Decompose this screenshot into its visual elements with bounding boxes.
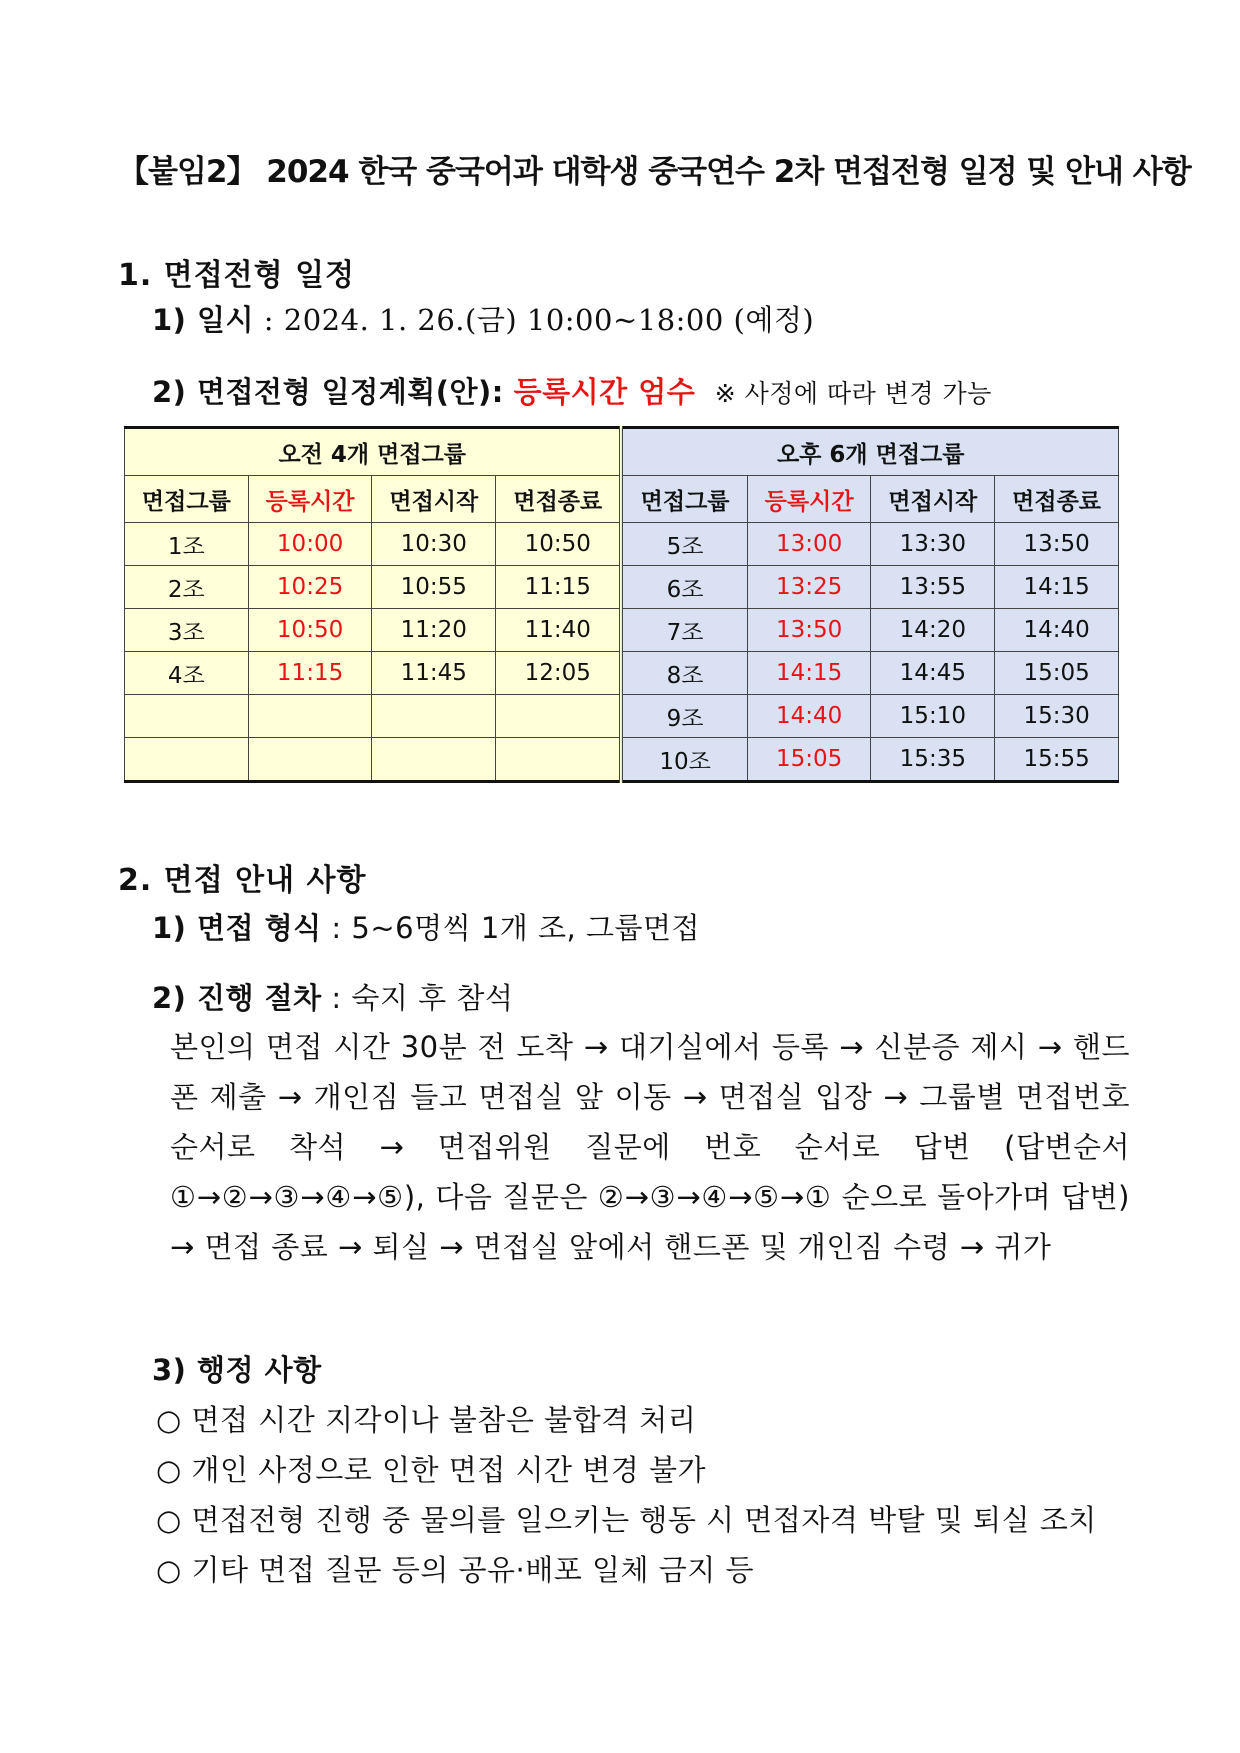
pm-end-cell: 15:55 xyxy=(995,738,1119,782)
interview-format-line xyxy=(152,906,700,947)
table-row xyxy=(125,738,1119,782)
admin-item: ○ 기타 면접 질문 등의 공유·배포 일체 금지 등 xyxy=(156,1553,755,1587)
am-end-cell: 10:50 xyxy=(496,523,622,566)
pm-end-cell: 15:30 xyxy=(995,695,1119,738)
am-end-cell: 12:05 xyxy=(496,652,622,695)
am-end-cell: 11:40 xyxy=(496,609,622,652)
am-registration-cell: 10:00 xyxy=(248,523,372,566)
col-header-am-group: 면접그룹 xyxy=(125,476,249,523)
pm-end-cell: 14:15 xyxy=(995,566,1119,609)
am-start-cell: 10:55 xyxy=(372,566,496,609)
am-registration-cell: 10:25 xyxy=(248,566,372,609)
admin-item: ○ 개인 사정으로 인한 면접 시간 변경 불가 xyxy=(156,1453,707,1487)
section1-heading: 1. 면접전형 일정 xyxy=(118,258,356,293)
am-registration-cell: 10:50 xyxy=(248,609,372,652)
am-start-cell xyxy=(372,695,496,738)
am-start-cell: 11:45 xyxy=(372,652,496,695)
am-end-cell xyxy=(496,695,622,738)
date-value: : 2024. 1. 26.(금) 10:00~18:00 (예정) xyxy=(254,303,815,337)
am-start-cell: 11:20 xyxy=(372,609,496,652)
pm-registration-cell: 14:15 xyxy=(747,652,871,695)
procedure-text: 본인의 면접 시간 30분 전 도착 → 대기실에서 등록 → 신분증 제시 → 핸드폰 제출 → 개인짐 들고 면접실 앞 이동 → 면접실 입장 → 그룹별 면접번호 순서로 착석 → 면접위원 질문에 번호 순서로 답변 (답변순서 ①→②→③→④→⑤), 다음 질문은 ②→③→④→⑤→① 순으로 돌아가며 답변) → 면접 종료 → 퇴실 → 면접실 앞에서 핸드폰 및 개인짐 수령 → 귀가 xyxy=(170,1030,1130,1264)
am-group-cell: 3조 xyxy=(125,609,249,652)
pm-start-cell: 14:45 xyxy=(871,652,995,695)
pm-registration-cell: 14:40 xyxy=(747,695,871,738)
pm-group-cell: 10조 xyxy=(621,738,747,782)
admin-item: ○ 면접 시간 지각이나 불참은 불합격 처리 xyxy=(156,1403,697,1437)
registration-warning: 등록시간 엄수 xyxy=(513,375,696,409)
plan-label: 2) 면접전형 일정계획(안): xyxy=(152,375,504,409)
pm-start-cell: 15:35 xyxy=(871,738,995,782)
pm-group-cell: 8조 xyxy=(621,652,747,695)
pm-group-header: 오후 6개 면접그룹 xyxy=(621,428,1118,476)
am-group-cell: 2조 xyxy=(125,566,249,609)
procedure-line xyxy=(152,976,513,1017)
col-header-pm-group: 면접그룹 xyxy=(621,476,747,523)
am-group-cell xyxy=(125,695,249,738)
date-label: 1) 일시 xyxy=(152,303,255,337)
pm-group-cell: 6조 xyxy=(621,566,747,609)
table-row xyxy=(125,695,1119,738)
am-group-cell: 4조 xyxy=(125,652,249,695)
pm-end-cell: 13:50 xyxy=(995,523,1119,566)
pm-start-cell: 15:10 xyxy=(871,695,995,738)
am-registration-cell: 11:15 xyxy=(248,652,372,695)
table-row xyxy=(125,652,1119,695)
document-title: 【붙임2】 2024 한국 중국어과 대학생 중국연수 2차 면접전형 일정 및 안내 사항 xyxy=(118,154,1191,190)
col-header-am-end: 면접종료 xyxy=(496,476,622,523)
am-end-cell: 11:15 xyxy=(496,566,622,609)
section2-heading: 2. 면접 안내 사항 xyxy=(118,863,367,898)
am-end-cell xyxy=(496,738,622,782)
pm-start-cell: 13:55 xyxy=(871,566,995,609)
table-row xyxy=(125,523,1119,566)
pm-registration-cell: 13:25 xyxy=(747,566,871,609)
col-header-am-start: 면접시작 xyxy=(372,476,496,523)
interview-schedule-table xyxy=(124,426,1119,783)
am-start-cell xyxy=(372,738,496,782)
pm-registration-cell: 15:05 xyxy=(747,738,871,782)
format-label: 1) 면접 형식 xyxy=(152,911,322,945)
procedure-value: : 숙지 후 참석 xyxy=(321,981,514,1015)
admin-heading: 3) 행정 사항 xyxy=(152,1353,322,1387)
pm-start-cell: 14:20 xyxy=(871,609,995,652)
am-group-cell: 1조 xyxy=(125,523,249,566)
pm-group-cell: 5조 xyxy=(621,523,747,566)
pm-start-cell: 13:30 xyxy=(871,523,995,566)
change-note: ※ 사정에 따라 변경 가능 xyxy=(714,379,992,408)
pm-end-cell: 14:40 xyxy=(995,609,1119,652)
am-registration-cell xyxy=(248,738,372,782)
schedule-plan-line xyxy=(152,370,992,411)
pm-registration-cell: 13:50 xyxy=(747,609,871,652)
pm-group-cell: 7조 xyxy=(621,609,747,652)
am-start-cell: 10:30 xyxy=(372,523,496,566)
am-registration-cell xyxy=(248,695,372,738)
col-header-pm-end: 면접종료 xyxy=(995,476,1119,523)
table-row xyxy=(125,566,1119,609)
col-header-pm-registration: 등록시간 xyxy=(747,476,871,523)
pm-registration-cell: 13:00 xyxy=(747,523,871,566)
pm-end-cell: 15:05 xyxy=(995,652,1119,695)
admin-item: ○ 면접전형 진행 중 물의를 일으키는 행동 시 면접자격 박탈 및 퇴실 조치 xyxy=(156,1503,1097,1537)
procedure-label: 2) 진행 절차 xyxy=(152,981,322,1015)
table-row xyxy=(125,609,1119,652)
pm-group-cell: 9조 xyxy=(621,695,747,738)
am-group-cell xyxy=(125,738,249,782)
schedule-date-line xyxy=(152,298,814,339)
am-group-header: 오전 4개 면접그룹 xyxy=(125,428,622,476)
col-header-am-registration: 등록시간 xyxy=(248,476,372,523)
col-header-pm-start: 면접시작 xyxy=(871,476,995,523)
format-value: : 5~6명씩 1개 조, 그룹면접 xyxy=(321,911,701,945)
